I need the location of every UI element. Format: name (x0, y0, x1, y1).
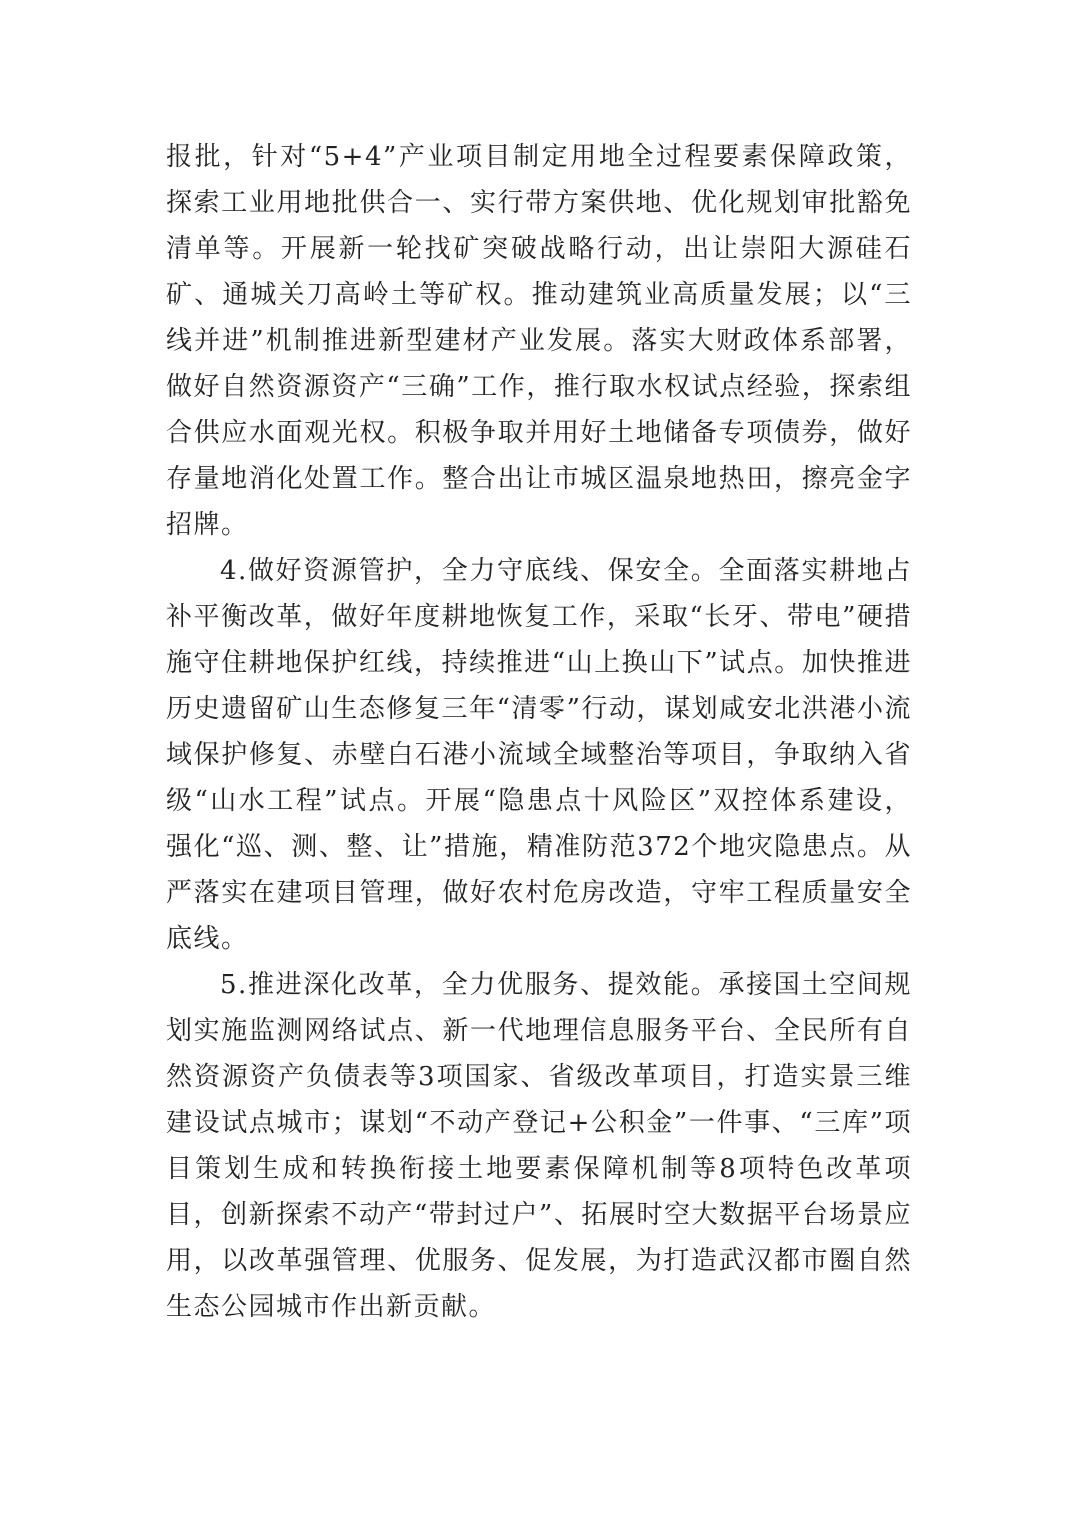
body-text (166, 134, 912, 1330)
paragraph-resource-protection: 4.做好资源管护，全力守底线、保安全。全面落实耕地占补平衡改革，做好年度耕地恢复工作，采取“长牙、带电”硬措施守住耕地保护红线，持续推进“山上换山下”试点。加快推进历史遗留矿山生态修复三年“清零”行动，谋划咸安北洪港小流域保护修复、赤壁白石港小流域全域整治等项目，争取纳入省级“山水工程”试点。开展“隐患点十风险区”双控体系建设，强化“巡、测、整、让”措施，精准防范372个地灾隐患点。从严落实在建项目管理，做好农村危房改造，守牢工程质量安全底线。 (166, 556, 912, 954)
paragraph-deepen-reform: 5.推进深化改革，全力优服务、提效能。承接国土空间规划实施监测网络试点、新一代地理信息服务平台、全民所有自然资源资产负债表等3项国家、省级改革项目，打造实景三维建设试点城市；谋划“不动产登记+公积金”一件事、“三库”项目策划生成和转换衔接土地要素保障机制等8项特色改革项目，创新探索不动产“带封过户”、拓展时空大数据平台场景应用，以改革强管理、优服务、促发展，为打造武汉都市圈自然生态公园城市作出新贡献。 (166, 970, 912, 1322)
paragraph-continuation: 报批，针对“5+4”产业项目制定用地全过程要素保障政策，探索工业用地批供合一、实行带方案供地、优化规划审批豁免清单等。开展新一轮找矿突破战略行动，出让崇阳大源硅石矿、通城关刀高岭土等矿权。推动建筑业高质量发展；以“三线并进”机制推进新型建材产业发展。落实大财政体系部署，做好自然资源资产“三确”工作，推行取水权试点经验，探索组合供应水面观光权。积极争取并用好土地储备专项债券，做好存量地消化处置工作。整合出让市城区温泉地热田，擦亮金字招牌。 (166, 142, 912, 540)
